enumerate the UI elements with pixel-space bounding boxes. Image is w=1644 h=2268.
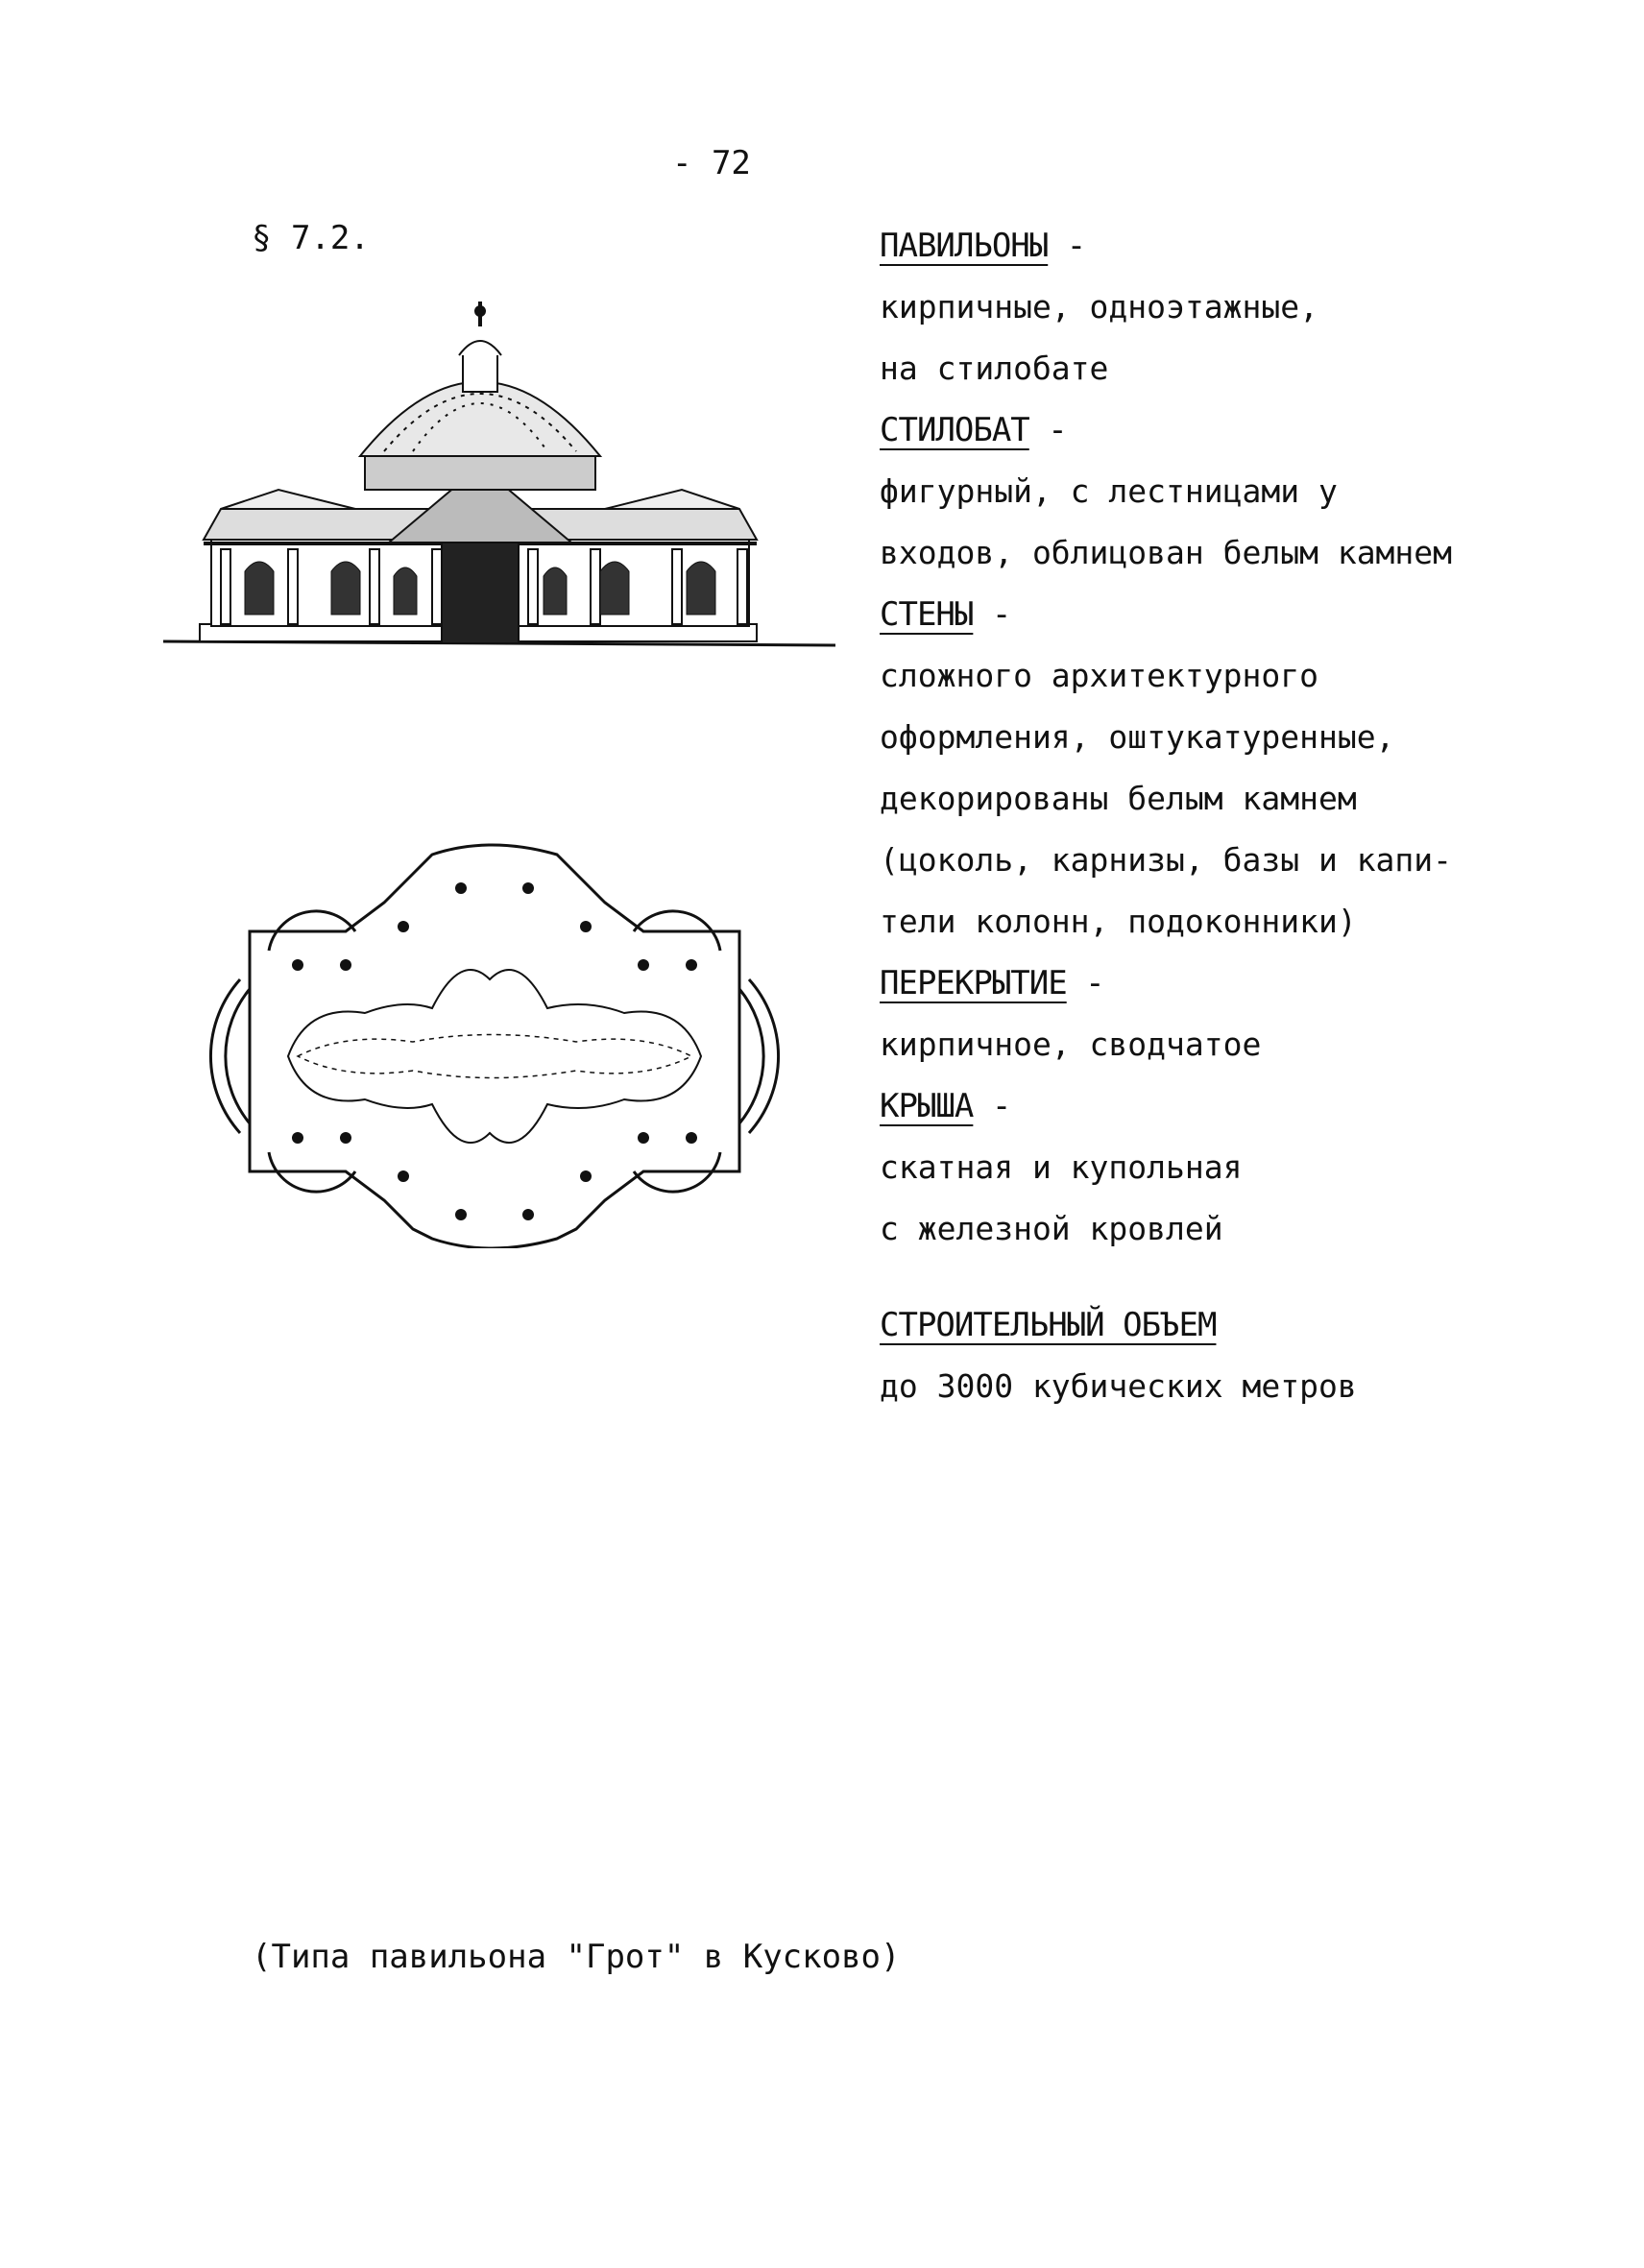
spec-block-4 — [880, 1075, 1590, 1260]
column — [737, 549, 747, 624]
column — [288, 549, 298, 624]
heading-dash: - — [973, 595, 1011, 634]
spec-block-2-line: тели колонн, подоконники) — [880, 903, 1357, 940]
column — [432, 549, 442, 624]
spec-block-2-line: оформления, оштукатуренные, — [880, 718, 1395, 756]
spec-block-4-line: с железной кровлей — [880, 1210, 1223, 1247]
specification-list — [880, 215, 1590, 1417]
spec-block-2 — [880, 584, 1590, 953]
spec-block-1 — [880, 399, 1590, 584]
spec-block-2-heading — [880, 584, 1590, 645]
heading-dash: - — [1028, 411, 1067, 449]
column — [528, 549, 538, 624]
column — [370, 549, 379, 624]
spec-block-2-line: декорированы белым камнем — [880, 780, 1357, 817]
spacer — [880, 1260, 1590, 1294]
volume-block — [880, 1294, 1590, 1417]
spec-block-2-line: (цоколь, карнизы, базы и капи- — [880, 841, 1453, 879]
caption: (Типа павильона "Грот" в Кусково) — [252, 1938, 901, 1976]
volume-block-heading-text: СТРОИТЕЛЬНЫЙ ОБЪЕМ — [880, 1306, 1217, 1344]
pavilion-elevation-drawing — [163, 298, 835, 663]
spec-block-4-line: скатная и купольная — [880, 1148, 1243, 1186]
column — [591, 549, 600, 624]
column — [672, 549, 682, 624]
spec-block-1-line: фигурный, с лестницами у — [880, 472, 1338, 510]
heading-dash: - — [1066, 964, 1104, 1002]
spec-block-3-heading — [880, 953, 1590, 1014]
spec-block-3 — [880, 953, 1590, 1075]
volume-block-line: до 3000 кубических метров — [880, 1367, 1357, 1405]
spec-block-4-heading — [880, 1075, 1590, 1137]
heading-dash: - — [1048, 227, 1086, 265]
column — [221, 549, 230, 624]
spec-block-2-heading-text: СТЕНЫ — [880, 595, 974, 634]
section-number: § 7.2. — [252, 219, 370, 257]
spec-block-3-heading-text: ПЕРЕКРЫТИЕ — [880, 964, 1067, 1002]
heading-dash: - — [973, 1087, 1011, 1125]
spec-block-3-line: кирпичное, сводчатое — [880, 1025, 1262, 1063]
volume-block-heading — [880, 1294, 1590, 1356]
spec-block-1-heading — [880, 399, 1590, 461]
spec-block-1-heading-text: СТИЛОБАТ — [880, 411, 1029, 449]
pavilion-floor-plan-drawing — [173, 835, 816, 1248]
spec-block-0-line: кирпичные, одноэтажные, — [880, 288, 1318, 326]
spec-block-4-heading-text: КРЫША — [880, 1087, 974, 1125]
page-number: - 72 — [672, 144, 751, 182]
spec-block-0-heading — [880, 215, 1590, 277]
spec-block-0-line: на стилобате — [880, 350, 1109, 387]
spec-block-0-heading-text: ПАВИЛЬОНЫ — [880, 227, 1049, 265]
spec-block-1-line: входов, облицован белым камнем — [880, 534, 1453, 571]
spec-block-0 — [880, 215, 1590, 399]
spec-block-2-line: сложного архитектурного — [880, 657, 1318, 694]
